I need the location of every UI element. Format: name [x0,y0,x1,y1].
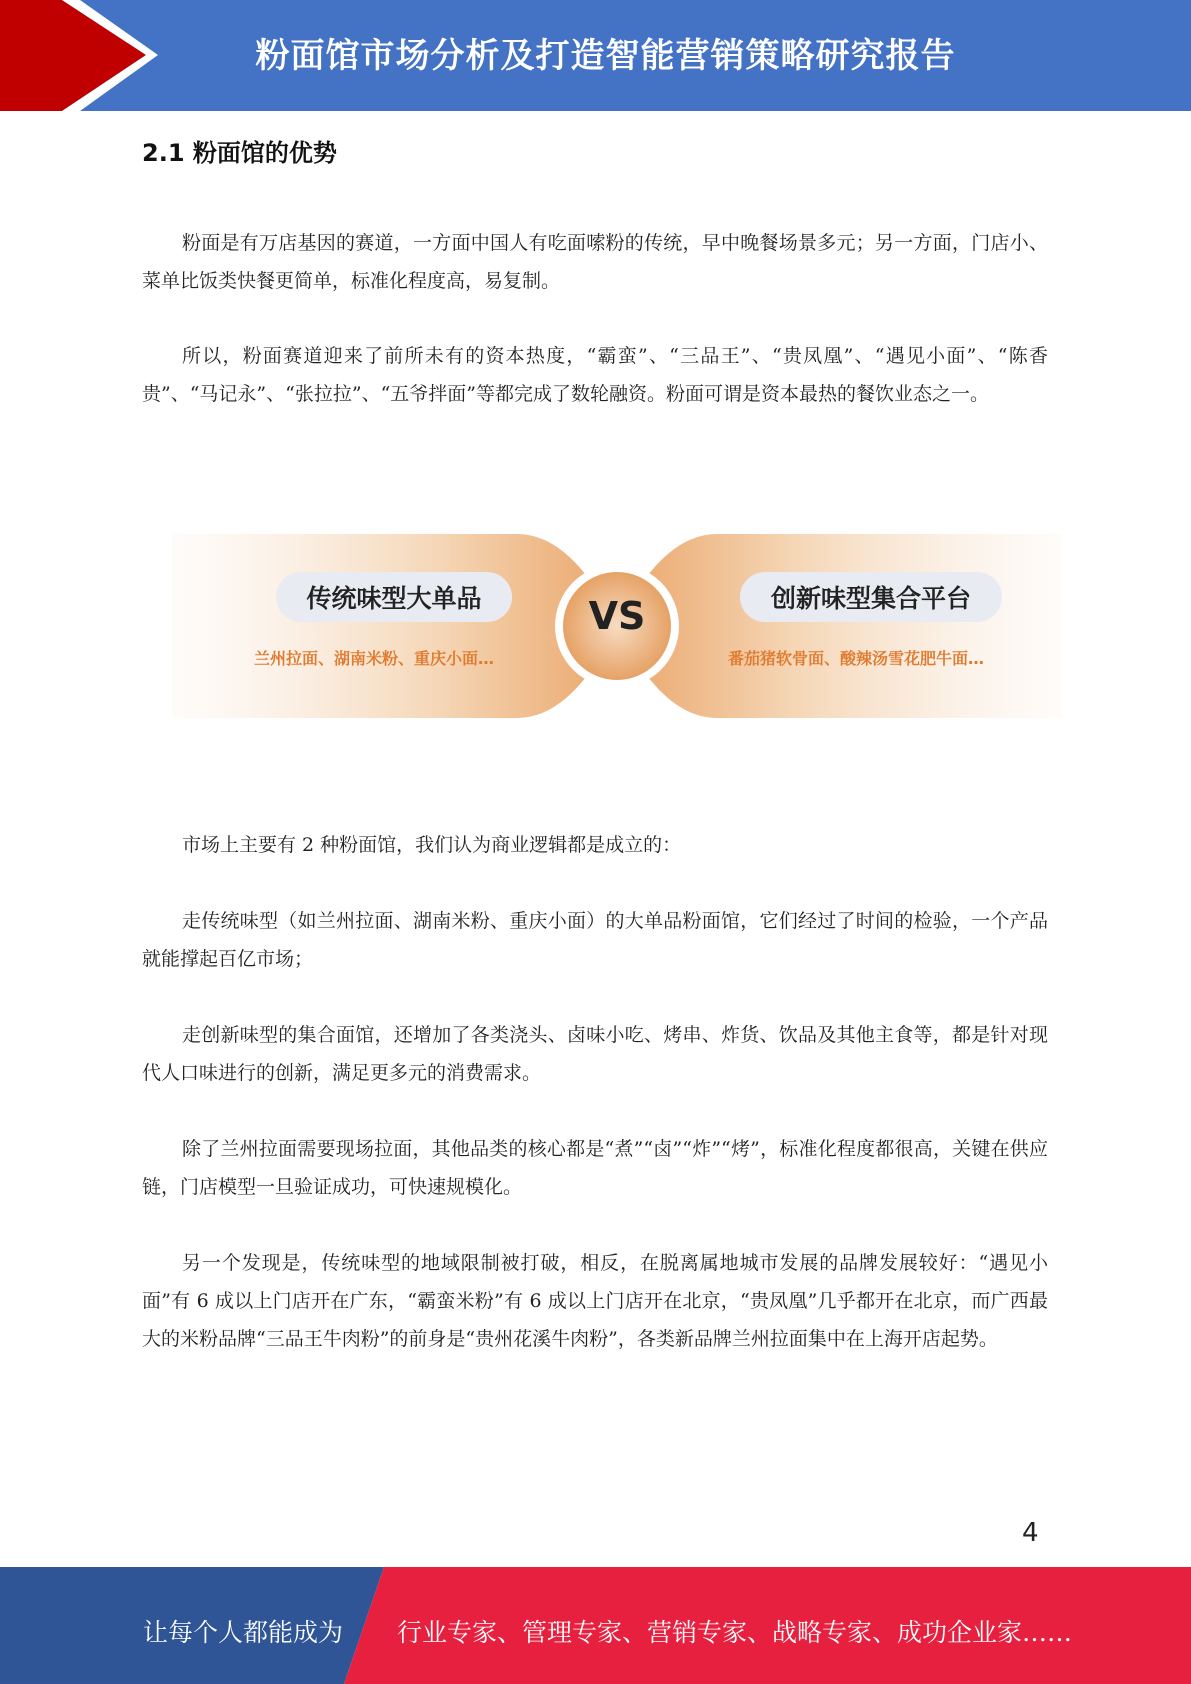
page-header [0,0,1191,111]
report-title: 粉面馆市场分析及打造智能营销策略研究报告 [255,36,956,76]
paragraph-2: 所以，粉面赛道迎来了前所未有的资本热度，“霸蛮”、“三品王”、“贵凤凰”、“遇见小面”、“陈香贵”、“马记永”、“张拉拉”、“五爷拌面”等都完成了数轮融资。粉面可谓是资本最热的餐饮业态之一。 [142,345,1048,405]
page-footer [0,1567,1191,1684]
traditional-flavor-examples: 兰州拉面、湖南米粉、重庆小面… [254,649,495,668]
paragraph-1: 粉面是有万店基因的赛道，一方面中国人有吃面嗦粉的传统，早中晚餐场景多元；另一方面，门店小、菜单比饭类快餐更简单，标准化程度高，易复制。 [142,232,1048,292]
footer-slogan-right: 行业专家、管理专家、营销专家、战略专家、成功企业家…… [397,1618,1073,1647]
vs-label: VS [588,594,646,638]
paragraph-5: 走创新味型的集合面馆，还增加了各类浇头、卤味小吃、烤串、炸货、饮品及其他主食等，都是针对现代人口味进行的创新，满足更多元的消费需求。 [142,1024,1048,1084]
footer-slogan-left: 让每个人都能成为 [143,1618,344,1647]
comparison-graphic [172,532,1062,720]
paragraph-7: 另一个发现是，传统味型的地域限制被打破，相反，在脱离属地城市发展的品牌发展较好：“遇见小面”有 6 成以上门店开在广东，“霸蛮米粉”有 6 成以上门店开在北京，“贵凤凰”几乎都开在北京，而广西最大的米粉品牌“三品王牛肉粉”的前身是“贵州花溪牛肉粉”，各类新品牌兰州拉面集中在上海开店起势。 [142,1252,1048,1350]
innovative-flavor-examples: 番茄猪软骨面、酸辣汤雪花肥牛面… [728,649,985,668]
innovative-flavor-label: 创新味型集合平台 [740,572,1002,622]
paragraph-3: 市场上主要有 2 种粉面馆，我们认为商业逻辑都是成立的： [182,834,682,856]
paragraph-4: 走传统味型（如兰州拉面、湖南米粉、重庆小面）的大单品粉面馆，它们经过了时间的检验，一个产品就能撑起百亿市场； [142,910,1048,970]
section-heading: 2.1 粉面馆的优势 [142,139,337,167]
traditional-flavor-label: 传统味型大单品 [276,572,512,622]
page-number: 4 [1022,1518,1039,1548]
paragraph-6: 除了兰州拉面需要现场拉面，其他品类的核心都是“煮”“卤”“炸”“烤”，标准化程度都很高，关键在供应链，门店模型一旦验证成功，可快速规模化。 [142,1138,1048,1198]
